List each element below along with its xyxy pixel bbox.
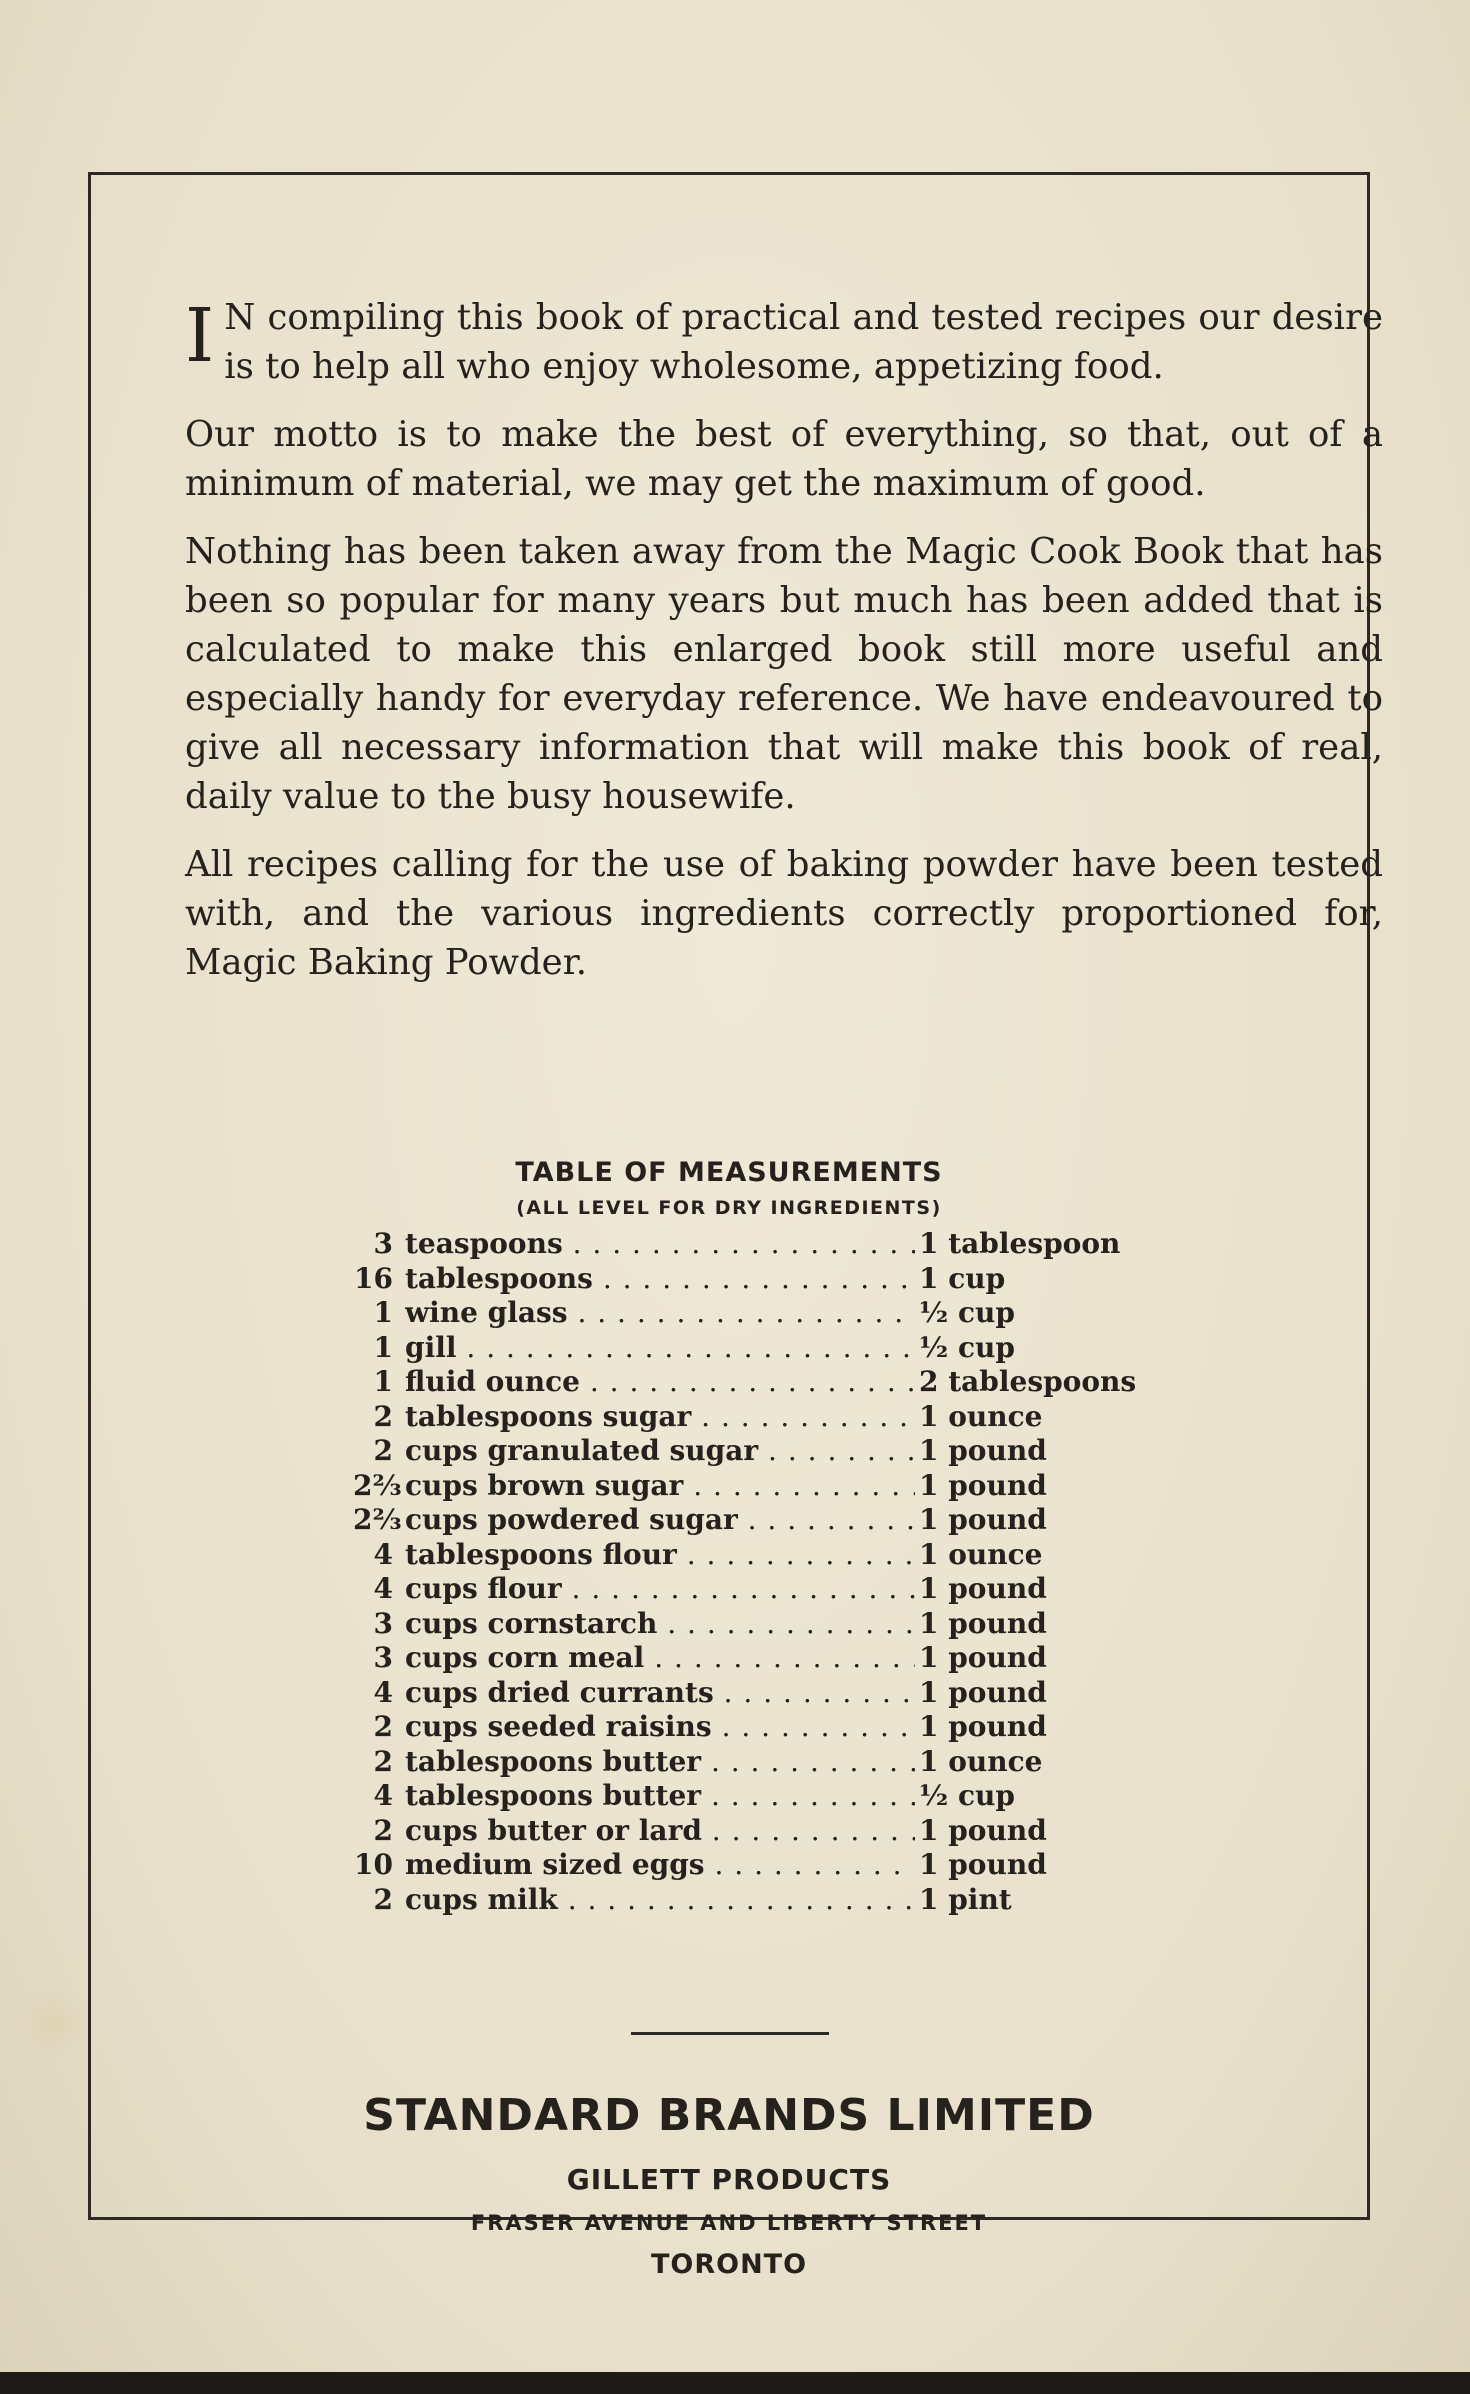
- measurement-quantity: 2: [373, 1882, 393, 1916]
- measurement-item: tablespoons butter . . .: [405, 1779, 915, 1814]
- measurement-quantity: 16: [354, 1261, 393, 1295]
- measurement-item: medium sized eggs . . .: [405, 1848, 915, 1883]
- measurement-quantity: 4: [373, 1675, 393, 1709]
- measurement-quantity: 1: [373, 1296, 393, 1329]
- measurement-quantity: 4: [373, 1779, 393, 1812]
- table-title: TABLE OF MEASUREMENTS: [515, 1157, 943, 1188]
- intro-paragraph-1: [185, 293, 1383, 391]
- measurement-quantity: 3: [373, 1641, 393, 1674]
- measurement-equivalent: 1 pound: [919, 1503, 1047, 1536]
- measurement-equivalent: 1 pound: [919, 1848, 1047, 1881]
- measurement-quantity: 4: [373, 1572, 393, 1605]
- paper-stain: [18, 1985, 88, 2060]
- measurement-item: cups corn meal . . .: [405, 1641, 915, 1676]
- measurement-equivalent: ½ cup: [919, 1296, 1015, 1329]
- measurement-item: wine glass . . .: [405, 1296, 915, 1331]
- measurement-quantity: 2: [373, 1813, 393, 1847]
- measurement-quantity: 1: [373, 1330, 393, 1364]
- measurement-item: gill . . .: [405, 1331, 915, 1366]
- measurement-equivalent: 1 pound: [919, 1434, 1047, 1467]
- measurement-quantity: 2⅔: [353, 1503, 402, 1536]
- measurement-equivalent: 1 tablespoon: [919, 1227, 1121, 1260]
- measurement-quantity: 3: [373, 1606, 393, 1640]
- division-name: GILLETT PRODUCTS: [566, 2163, 892, 2196]
- measurement-item: tablespoons . . .: [405, 1262, 915, 1297]
- measurement-item: cups granulated sugar . . .: [405, 1434, 915, 1469]
- measurement-equivalent: 1 pound: [919, 1468, 1047, 1502]
- measurement-item: tablespoons sugar . . .: [405, 1400, 915, 1435]
- measurement-equivalent: 1 pound: [919, 1813, 1047, 1847]
- measurement-quantity: 2: [373, 1434, 393, 1467]
- measurement-item: cups butter or lard . . .: [405, 1814, 915, 1849]
- measurement-item: tablespoons butter . . .: [405, 1745, 915, 1780]
- measurement-equivalent: 1 ounce: [919, 1744, 1043, 1778]
- company-name: STANDARD BRANDS LIMITED: [363, 2090, 1095, 2141]
- measurement-item: teaspoons . . .: [405, 1227, 915, 1262]
- intro-paragraph-1-text: N compiling this book of practical and tested recipes our desire is to help all who enjoy wholesome, appetizing food.: [224, 297, 1383, 387]
- page-border: [88, 172, 1383, 2280]
- measurement-item: fluid ounce . . .: [405, 1365, 915, 1400]
- intro-text: [185, 293, 1383, 1006]
- intro-paragraph-2: Our motto is to make the best of everything, so that, out of a minimum of material, we may get the maximum of good.: [185, 414, 1383, 504]
- measurement-equivalent: 2 tablespoons: [919, 1365, 1137, 1398]
- table-subtitle: (ALL LEVEL FOR DRY INGREDIENTS): [516, 1197, 942, 1219]
- measurement-equivalent: ½ cup: [919, 1330, 1015, 1364]
- measurement-item: cups seeded raisins . . .: [405, 1710, 915, 1745]
- measurement-equivalent: 1 pound: [919, 1606, 1047, 1640]
- intro-paragraph-3: Nothing has been taken away from the Magic Cook Book that has been so popular for many years but much has been added that is calculated to make this enlarged book still more useful and especially handy for everyday reference. We have endeavoured to give all necessary information that will make this book of real, daily value to the busy housewife.: [185, 531, 1383, 817]
- measurement-quantity: 10: [354, 1848, 393, 1881]
- company-address: FRASER AVENUE AND LIBERTY STREET: [470, 2211, 988, 2235]
- measurement-equivalent: 1 pint: [919, 1882, 1012, 1916]
- measurement-item: cups powdered sugar . . .: [405, 1503, 915, 1538]
- company-city: TORONTO: [650, 2249, 808, 2280]
- measurement-item: cups dried currants . . .: [405, 1676, 915, 1711]
- measurement-quantity: 2: [373, 1399, 393, 1433]
- measurement-equivalent: 1 pound: [919, 1572, 1047, 1605]
- measurement-equivalent: 1 pound: [919, 1641, 1047, 1674]
- measurement-equivalent: 1 ounce: [919, 1537, 1043, 1571]
- measurement-quantity: 2: [373, 1744, 393, 1778]
- measurement-quantity: 2: [373, 1710, 393, 1743]
- intro-paragraph-4: All recipes calling for the use of baking powder have been tested with, and the various ingredients correctly proportioned for, Magic Baking Powder.: [185, 844, 1383, 983]
- measurement-item: cups cornstarch . . .: [405, 1607, 915, 1642]
- measurement-item: cups brown sugar . . .: [405, 1469, 915, 1504]
- measurement-quantity: 4: [373, 1537, 393, 1571]
- measurement-item: cups milk . . .: [405, 1883, 915, 1918]
- measurement-equivalent: 1 pound: [919, 1675, 1047, 1709]
- measurement-quantity: 1: [373, 1365, 393, 1398]
- measurement-equivalent: 1 cup: [919, 1261, 1006, 1295]
- measurement-item: tablespoons flour . . .: [405, 1538, 915, 1573]
- measurement-equivalent: ½ cup: [919, 1779, 1015, 1812]
- measurement-equivalent: 1 ounce: [919, 1399, 1043, 1433]
- measurement-quantity: 3: [373, 1227, 393, 1260]
- drop-cap: I: [185, 293, 215, 379]
- measurement-quantity: 2⅔: [353, 1468, 402, 1502]
- measurement-equivalent: 1 pound: [919, 1710, 1047, 1743]
- measurement-item: cups flour . . .: [405, 1572, 915, 1607]
- divider-rule: [631, 2032, 829, 2035]
